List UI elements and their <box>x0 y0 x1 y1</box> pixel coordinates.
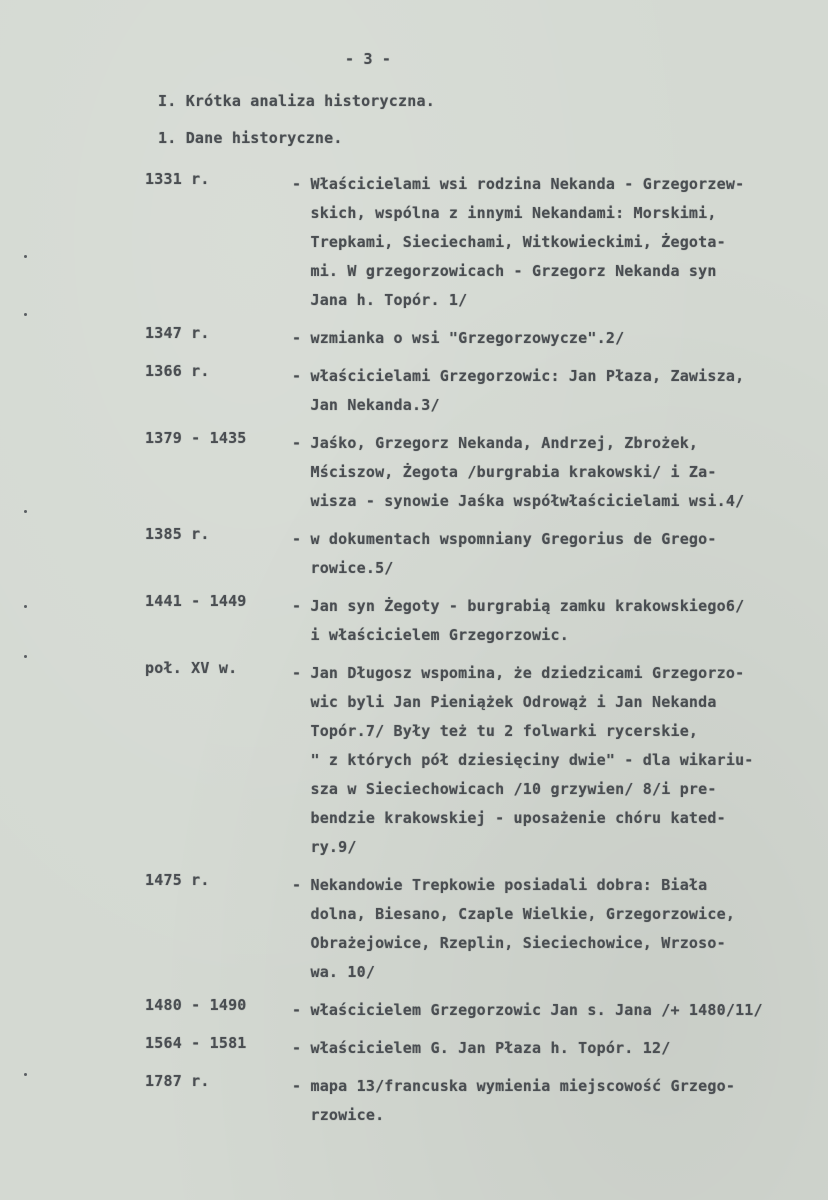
entry-date: 1385 r. <box>145 525 210 543</box>
entry-text-line: Obrażejowice, Rzeplin, Sieciechowice, Wrzoso- <box>292 934 726 952</box>
chronology-list <box>0 170 828 1139</box>
chronology-entry <box>0 996 828 1025</box>
chronology-entry <box>0 170 828 315</box>
entry-text-line: Jana h. Topór. 1/ <box>292 291 468 309</box>
entry-text-line: bendzie krakowskiej - uposażenie chóru kated- <box>292 809 726 827</box>
entry-text <box>292 1034 828 1063</box>
chronology-entry <box>0 1072 828 1130</box>
entry-text <box>292 170 828 315</box>
entry-text <box>292 659 828 862</box>
entry-text-line: skich, wspólna z innymi Nekandami: Morskimi, <box>292 204 717 222</box>
scan-speck <box>24 655 27 658</box>
entry-date: 1441 - 1449 <box>145 592 247 610</box>
entry-text-line: - Nekandowie Trepkowie posiadali dobra: Biała <box>292 876 708 894</box>
entry-date: 1787 r. <box>145 1072 210 1090</box>
entry-text-line: Mściszow, Żegota /burgrabia krakowski/ i Za- <box>292 463 717 481</box>
entry-text-line: Jan Nekanda.3/ <box>292 396 440 414</box>
entry-text-line: Topór.7/ Były też tu 2 folwarki rycerskie, <box>292 722 699 740</box>
entry-text-line: - w dokumentach wspomniany Gregorius de Grego- <box>292 530 717 548</box>
entry-text-line: rowice.5/ <box>292 559 394 577</box>
entry-text-line: - Jan syn Żegoty - burgrabią zamku krakowskiego6/ <box>292 597 745 615</box>
entry-text-line: - wzmianka o wsi "Grzegorzowycze".2/ <box>292 329 625 347</box>
chronology-entry <box>0 324 828 353</box>
entry-text <box>292 996 828 1025</box>
entry-text-line: sza w Sieciechowicach /10 grzywien/ 8/i pre- <box>292 780 717 798</box>
page-number: - 3 - <box>345 50 392 68</box>
chronology-entry <box>0 592 828 650</box>
entry-date: poł. XV w. <box>145 659 238 677</box>
entry-text-line: wic byli Jan Pieniążek Odrowąż i Jan Nekanda <box>292 693 717 711</box>
entry-text <box>292 429 828 516</box>
entry-date: 1331 r. <box>145 170 210 188</box>
entry-text-line: - Jaśko, Grzegorz Nekanda, Andrzej, Zbrożek, <box>292 434 699 452</box>
entry-text-line: dolna, Biesano, Czaple Wielkie, Grzegorzowice, <box>292 905 736 923</box>
entry-text-line: wa. 10/ <box>292 963 376 981</box>
entry-text-line: rzowice. <box>292 1106 385 1124</box>
entry-text-line: i właścicielem Grzegorzowic. <box>292 626 569 644</box>
entry-date: 1366 r. <box>145 362 210 380</box>
section-heading: I. Krótka analiza historyczna. <box>158 92 435 110</box>
entry-text-line: - właścicielami Grzegorzowic: Jan Płaza, Zawisza, <box>292 367 745 385</box>
entry-text-line: wisza - synowie Jaśka współwłaścicielami wsi.4/ <box>292 492 745 510</box>
scan-speck <box>24 313 27 316</box>
entry-text-line: mi. W grzegorzowicach - Grzegorz Nekanda syn <box>292 262 717 280</box>
chronology-entry <box>0 1034 828 1063</box>
entry-text-line: - właścicielem Grzegorzowic Jan s. Jana /+ 1480/11/ <box>292 1001 763 1019</box>
chronology-entry <box>0 362 828 420</box>
entry-text-line: Trepkami, Sieciechami, Witkowieckimi, Żegota- <box>292 233 726 251</box>
scan-speck <box>24 255 27 258</box>
entry-date: 1564 - 1581 <box>145 1034 247 1052</box>
chronology-entry <box>0 429 828 516</box>
chronology-entry <box>0 659 828 862</box>
entry-text <box>292 324 828 353</box>
entry-date: 1480 - 1490 <box>145 996 247 1014</box>
entry-text <box>292 1072 828 1130</box>
entry-text-line: ry.9/ <box>292 838 357 856</box>
entry-text <box>292 592 828 650</box>
scan-speck <box>24 510 27 513</box>
chronology-entry <box>0 871 828 987</box>
scan-speck <box>24 605 27 608</box>
entry-text-line: " z których pół dziesięciny dwie" - dla wikariu- <box>292 751 754 769</box>
entry-text <box>292 362 828 420</box>
entry-text <box>292 871 828 987</box>
entry-text-line: - mapa 13/francuska wymienia miejscowość Grzego- <box>292 1077 736 1095</box>
entry-date: 1379 - 1435 <box>145 429 247 447</box>
entry-text <box>292 525 828 583</box>
entry-date: 1475 r. <box>145 871 210 889</box>
scan-speck <box>24 1073 27 1076</box>
chronology-entry <box>0 525 828 583</box>
entry-date: 1347 r. <box>145 324 210 342</box>
entry-text-line: - Właścicielami wsi rodzina Nekanda - Grzegorzew- <box>292 175 745 193</box>
entry-text-line: - właścicielem G. Jan Płaza h. Topór. 12/ <box>292 1039 671 1057</box>
subsection-heading: 1. Dane historyczne. <box>158 129 343 147</box>
entry-text-line: - Jan Długosz wspomina, że dziedzicami Grzegorzo- <box>292 664 745 682</box>
